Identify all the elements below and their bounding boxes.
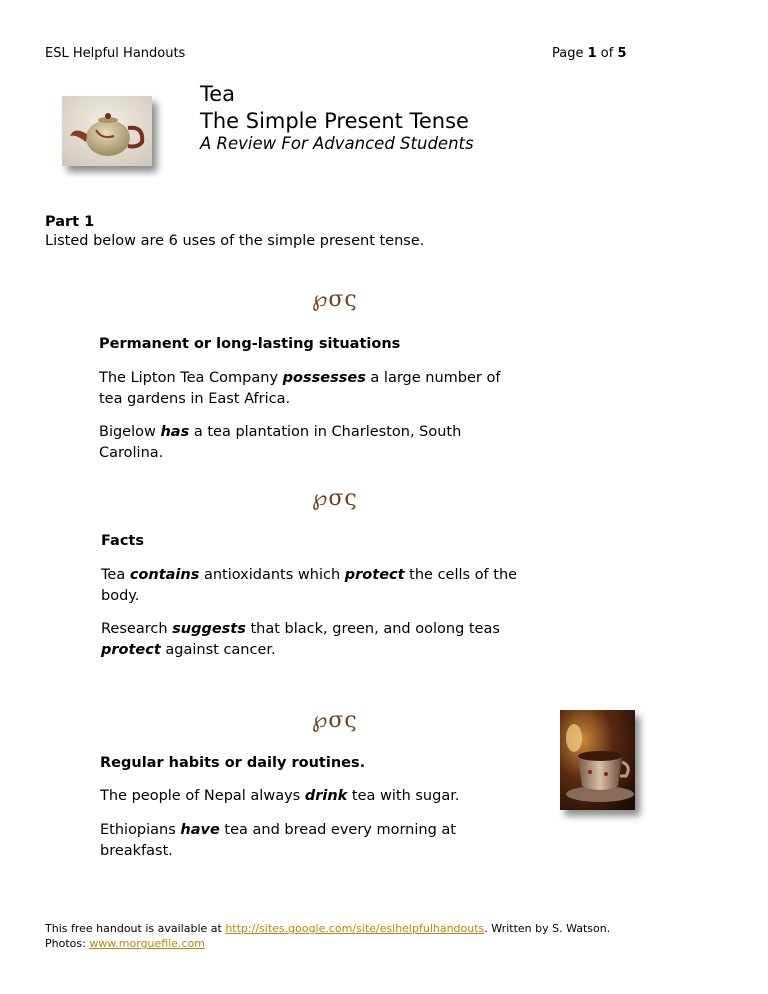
section-heading: Regular habits or daily routines. [100,755,366,771]
section-heading: Permanent or long-lasting situations [99,336,401,352]
page-number [552,46,627,61]
part-heading: Part 1 [45,214,95,230]
morguefile-link[interactable]: www.morguefile.com [89,937,206,950]
ornament-divider: ℘σς [312,486,358,511]
verb: protect [344,567,405,583]
example-sentence: Bigelow has a tea plantation in Charleston, South Carolina. [99,424,462,461]
footer-line2: Photos: www.morguefile.com [45,937,206,950]
ornament-divider: ℘σς [312,287,358,312]
example-sentence: The people of Nepal always drink tea with sugar. [100,788,460,804]
header-title: ESL Helpful Handouts [45,46,186,61]
teapot-photo [62,96,152,166]
page-current: 1 [587,46,597,61]
title-line1: Tea [200,82,236,106]
verb: have [180,822,220,838]
title-line2: The Simple Present Tense [200,109,469,133]
verb: possesses [282,370,366,386]
verb: suggests [172,621,246,637]
handouts-link[interactable]: http://sites.google.com/site/eslhelpfulhandouts [225,922,485,935]
page-prefix: Page [552,46,588,61]
verb: has [160,424,190,440]
subtitle: A Review For Advanced Students [200,134,474,153]
teacup-photo [560,710,635,810]
page-mid: of [596,46,618,61]
ornament-divider: ℘σς [312,708,358,733]
footer-line1: This free handout is available at http://sites.google.com/site/eslhelpfulhandouts. Written by S. Watson. [45,922,611,935]
example-sentence: Research suggests that black, green, and oolong teas protect against cancer. [101,621,500,658]
page-total: 5 [617,46,627,61]
verb: contains [129,567,200,583]
example-sentence: Tea contains antioxidants which protect the cells of the body. [101,567,518,604]
example-sentence: The Lipton Tea Company possesses a large number of tea gardens in East Africa. [99,370,501,407]
verb: drink [304,788,348,804]
example-sentence: Ethiopians have tea and bread every morning at breakfast. [100,822,456,859]
section-heading: Facts [101,533,144,549]
verb: protect [101,642,161,658]
part-intro: Listed below are 6 uses of the simple present tense. [45,233,425,249]
